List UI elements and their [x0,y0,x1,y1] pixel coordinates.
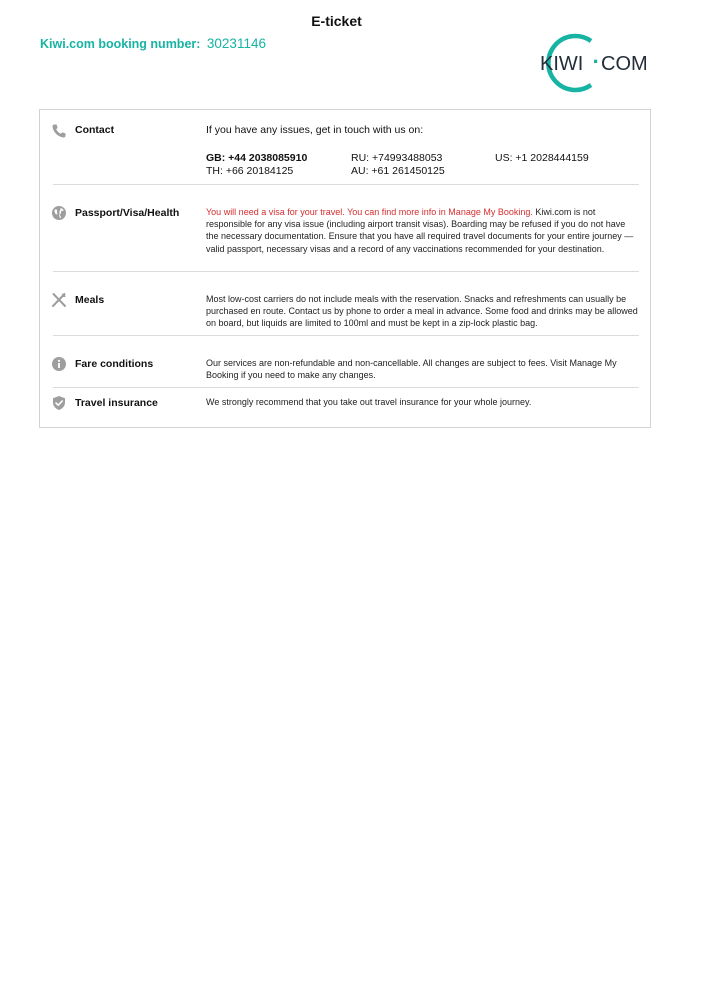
page-title: E-ticket [311,13,362,29]
shield-icon [51,395,67,411]
info-card [39,109,651,428]
divider [53,184,639,185]
contact-label: Contact [75,124,115,136]
phone-gb[interactable]: GB: +44 2038085910 [206,152,308,164]
phone-ru[interactable]: RU: +74993488053 [351,152,443,164]
contact-intro: If you have any issues, get in touch with us on: [206,124,424,136]
divider [53,335,639,336]
meals-text: Most low-cost carriers do not include meals with the reservation. Snacks and refreshments can usually be purchased en route. Contact us by phone to order a meal in advance. Some food and drinks may be allowed on board, but liquids are limited to 100ml and must be kept in a zip-lock plastic bag. [206,294,638,329]
svg-text:COM: COM [601,53,648,75]
booking-number-line [40,36,266,51]
divider [53,387,639,388]
globe-icon [51,205,67,221]
cutlery-icon [51,292,67,308]
fare-label: Fare conditions [75,358,154,370]
info-icon [51,356,67,372]
passport-body: Kiwi.com is not responsible for any visa issue (including airport transit visas). Boarding may be refused if you do not have the necessary documentation. Ensure that you have all required travel documents for your entire journey — valid passport, necessary visas and a record of any vaccinations recommended for your destination. [206,207,634,254]
passport-label: Passport/Visa/Health [75,207,180,219]
svg-text:·: · [592,49,600,74]
booking-number-value: 30231146 [206,36,266,51]
meals-label: Meals [75,294,105,306]
phone-th[interactable]: TH: +66 20184125 [206,165,294,177]
insurance-text: We strongly recommend that you take out travel insurance for your whole journey. [206,397,532,407]
divider [53,271,639,272]
phone-icon [51,123,67,139]
fare-text: Our services are non-refundable and non-cancellable. All changes are subject to fees. Visit Manage My Booking if you need to make any changes. [206,358,617,381]
passport-text [206,206,640,255]
svg-text:KIWI: KIWI [540,53,584,75]
visa-warning[interactable]: You will need a visa for your travel. You can find more info in Manage My Booking. [206,207,533,217]
phone-us[interactable]: US: +1 2028444159 [495,152,589,164]
kiwi-logo [529,33,655,93]
booking-number-label: Kiwi.com booking number: [40,37,201,51]
phone-au[interactable]: AU: +61 261450125 [351,165,445,177]
insurance-label: Travel insurance [75,397,158,409]
